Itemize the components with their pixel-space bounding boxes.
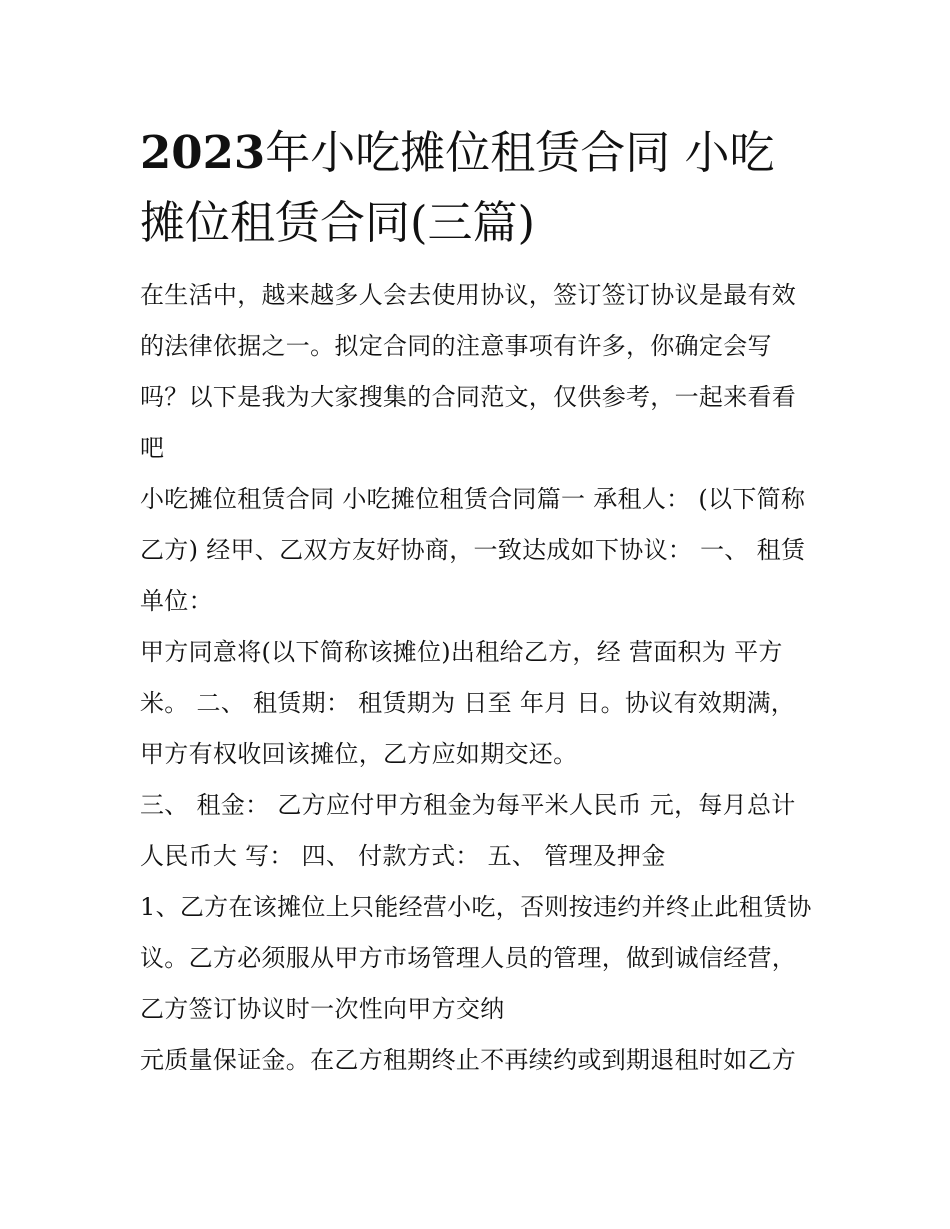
document-body <box>140 270 815 1086</box>
paragraph-rent: 三、 租金： 乙方应付甲方租金为每平米人民币 元，每月总计人民币大 写： 四、 付款方式： 五、 管理及押金 <box>140 791 796 870</box>
paragraph-deposit: 元质量保证金。在乙方租期终止不再续约或到期退租时如乙方 <box>140 1046 797 1074</box>
paragraph-intro: 在生活中，越来越多人会去使用协议，签订签订协议是最有效的法律依据之一。拟定合同的注意事项有许多，你确定会写吗？以下是我为大家搜集的合同范文，仅供参考，一起来看看吧 <box>140 281 797 462</box>
title-year: 2023 <box>140 126 266 179</box>
paragraph-management: 1、乙方在该摊位上只能经营小吃，否则按违约并终止此租赁协议。乙方必须服从甲方市场管理人员的管理，做到诚信经营，乙方签订协议时一次性向甲方交纳 <box>140 893 812 1023</box>
paragraph-contract-parties: 小吃摊位租赁合同 小吃摊位租赁合同篇一 承租人： (以下简称乙方) 经甲、乙双方友好协商，一致达成如下协议： 一、 租赁单位： <box>140 485 806 615</box>
title-text: 年小吃摊位租赁合同 小吃摊位租赁合同(三篇) <box>140 126 775 249</box>
document-page <box>140 118 815 1086</box>
paragraph-lease-term: 甲方同意将(以下简称该摊位)出租给乙方，经 营面积为 平方米。 二、 租赁期： 租赁期为 日至 年月 日。协议有效期满，甲方有权收回该摊位，乙方应如期交还。 <box>140 638 796 768</box>
document-title <box>140 118 815 258</box>
